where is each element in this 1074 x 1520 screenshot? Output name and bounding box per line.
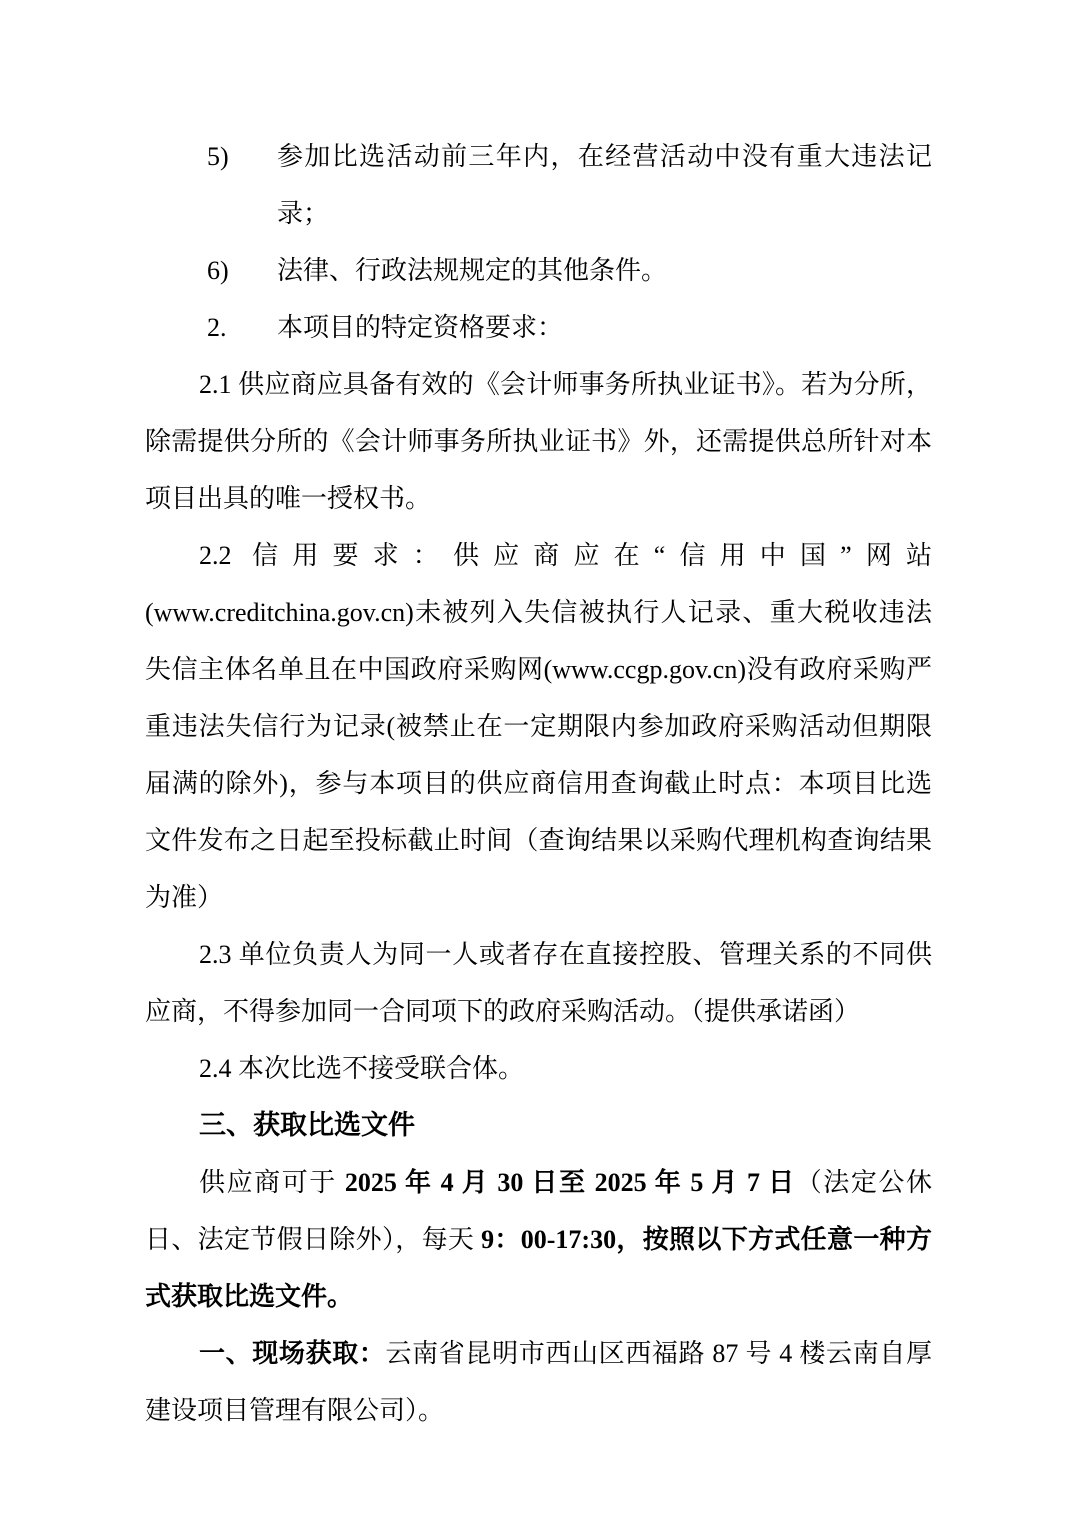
list-number: 5) [207,142,229,171]
list-item-5 [145,128,932,242]
section-heading-obtain-documents: 三、获取比选文件 [199,1110,415,1140]
run-bold-time-and-method: 9：00-17:30，按照以下方式任意一种方式获取比选文件。 [145,1225,932,1311]
run-bold-date-range: 2025 年 4 月 30 日至 2025 年 5 月 7 日 [344,1168,796,1197]
paragraph-obtain-schedule [145,1154,932,1325]
run-regular-address: 云南省昆明市西山区西福路 87 号 4 楼云南自厚建设项目管理有限公司）。 [145,1339,932,1425]
run-bold-onsite-label: 一、现场获取： [199,1338,386,1368]
list-item-6 [145,242,932,299]
run-regular: （法定公休日、法定节假日除外），每天 [145,1168,932,1254]
paragraph-2-4: 2.4 本次比选不接受联合体。 [199,1054,525,1083]
list-number: 2. [207,313,227,342]
list-item-text: 法律、行政法规规定的其他条件。 [277,256,668,285]
run-regular: 供应商可于 [199,1168,345,1197]
paragraph-2-3: 2.3 单位负责人为同一人或者存在直接控股、管理关系的不同供应商，不得参加同一合同项下的政府采购活动。（提供承诺函） [145,940,932,1026]
paragraph-onsite-obtain [145,1325,932,1439]
list-item-2 [145,299,932,356]
paragraph-2-2: 2.2 信用要求：供应商应在“信用中国”网站(www.creditchina.gov.cn)未被列入失信被执行人记录、重大税收违法失信主体名单且在中国政府采购网(www.ccgp.gov.cn)没有政府采购严重违法失信行为记录(被禁止在一定期限内参加政府采购活动但期限届满的除外)，参与本项目的供应商信用查询截止时点：本项目比选文件发布之日起至投标截止时间（查询结果以采购代理机构查询结果为准） [145,541,932,912]
paragraph-2-1: 2.1 供应商应具备有效的《会计师事务所执业证书》。若为分所，除需提供分所的《会计师事务所执业证书》外，还需提供总所针对本项目出具的唯一授权书。 [145,370,932,513]
document-content [145,128,932,1439]
list-number: 6) [207,256,229,285]
list-item-text: 本项目的特定资格要求： [277,313,564,342]
list-item-text: 参加比选活动前三年内，在经营活动中没有重大违法记录； [277,142,932,228]
